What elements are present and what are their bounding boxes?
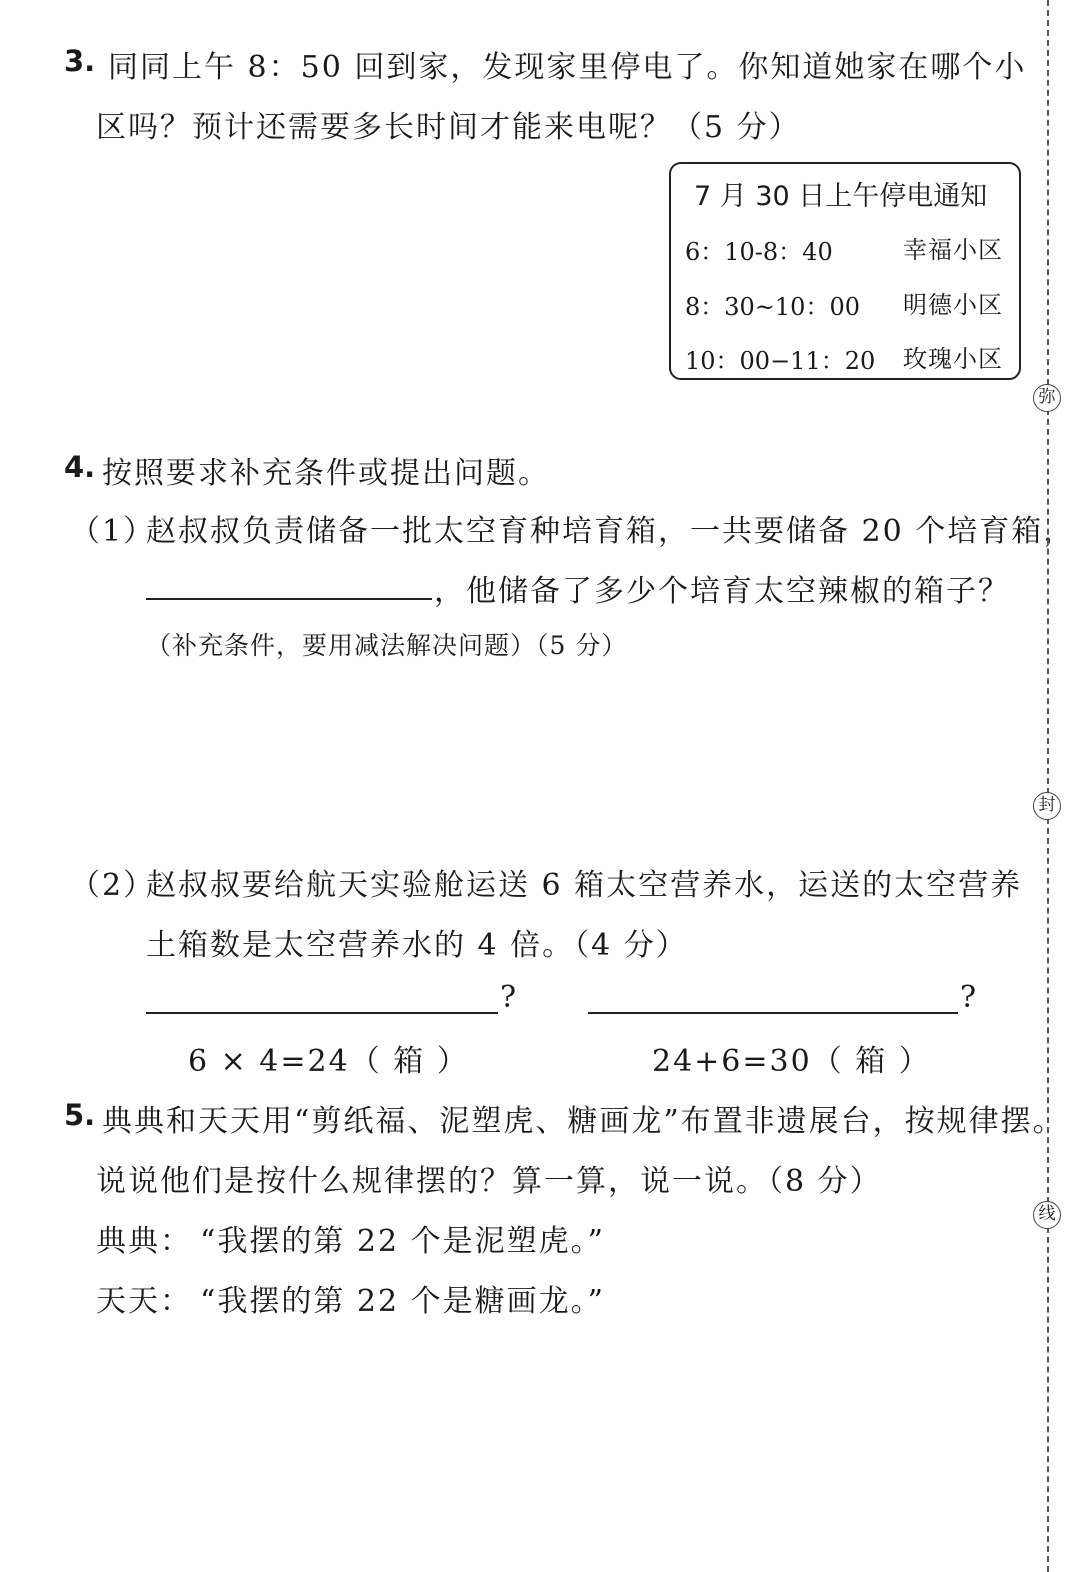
- margin-mark: 弥: [1033, 384, 1061, 412]
- question-mark: ?: [500, 980, 519, 1015]
- question-3-line-1: 同同上午 8：50 回到家，发现家里停电了。你知道她家在哪个小: [108, 50, 1027, 85]
- notice-title: 7 月 30 日上午停电通知: [694, 181, 988, 212]
- notice-area: 幸福小区: [903, 236, 1003, 264]
- binding-dashed-line: [1047, 0, 1049, 1572]
- notice-area: 玫瑰小区: [903, 345, 1003, 373]
- question-4-title: 按照要求补充条件或提出问题。: [102, 456, 550, 491]
- question-5-line-2: 说说他们是按什么规律摆的？算一算，说一说。（8 分）: [96, 1164, 882, 1199]
- tian-quote: “我摆的第 22 个是糖画龙。”: [200, 1284, 605, 1319]
- question-4-number: 4.: [64, 450, 96, 484]
- question-blank-1[interactable]: [146, 1012, 498, 1014]
- equation-1: 6 × 4=24（ 箱 ）: [188, 1044, 469, 1079]
- notice-time: 8：30~10：00: [685, 293, 860, 321]
- question-blank-2[interactable]: [588, 1012, 958, 1014]
- notice-time: 6：10-8：40: [685, 238, 833, 266]
- question-5-number: 5.: [64, 1098, 96, 1132]
- margin-mark: 线: [1033, 1201, 1061, 1229]
- part-1-hint: （补充条件，要用减法解决问题）（5 分）: [146, 631, 628, 660]
- question-3-line-2: 区吗？预计还需要多长时间才能来电呢？（5 分）: [96, 110, 801, 145]
- question-5-line-1: 典典和天天用“剪纸福、泥塑虎、糖画龙”布置非遗展台，按规律摆。: [102, 1104, 1065, 1139]
- notice-area: 明德小区: [903, 291, 1003, 319]
- answer-blank[interactable]: [146, 598, 432, 600]
- part-2-label: （2）: [70, 868, 156, 903]
- dian-label: 典典：: [96, 1224, 192, 1259]
- notice-time: 10：00−11：20: [685, 347, 876, 375]
- part-1-line-1: 赵叔叔负责储备一批太空育种培育箱，一共要储备 20 个培育箱，: [146, 514, 1076, 549]
- tian-label: 天天：: [96, 1284, 192, 1319]
- part-1-label: （1）: [70, 514, 156, 549]
- part-1-line-2: ，他储备了多少个培育太空辣椒的箱子？: [434, 574, 1010, 609]
- part-2-line-2: 土箱数是太空营养水的 4 倍。（4 分）: [146, 928, 688, 963]
- question-3-number: 3.: [64, 44, 96, 78]
- dian-quote: “我摆的第 22 个是泥塑虎。”: [200, 1224, 605, 1259]
- equation-2: 24+6=30（ 箱 ）: [652, 1044, 931, 1079]
- part-2-line-1: 赵叔叔要给航天实验舱运送 6 箱太空营养水，运送的太空营养: [146, 868, 1023, 903]
- power-outage-notice: [669, 162, 1021, 380]
- question-mark: ?: [960, 980, 979, 1015]
- margin-mark: 封: [1033, 792, 1061, 820]
